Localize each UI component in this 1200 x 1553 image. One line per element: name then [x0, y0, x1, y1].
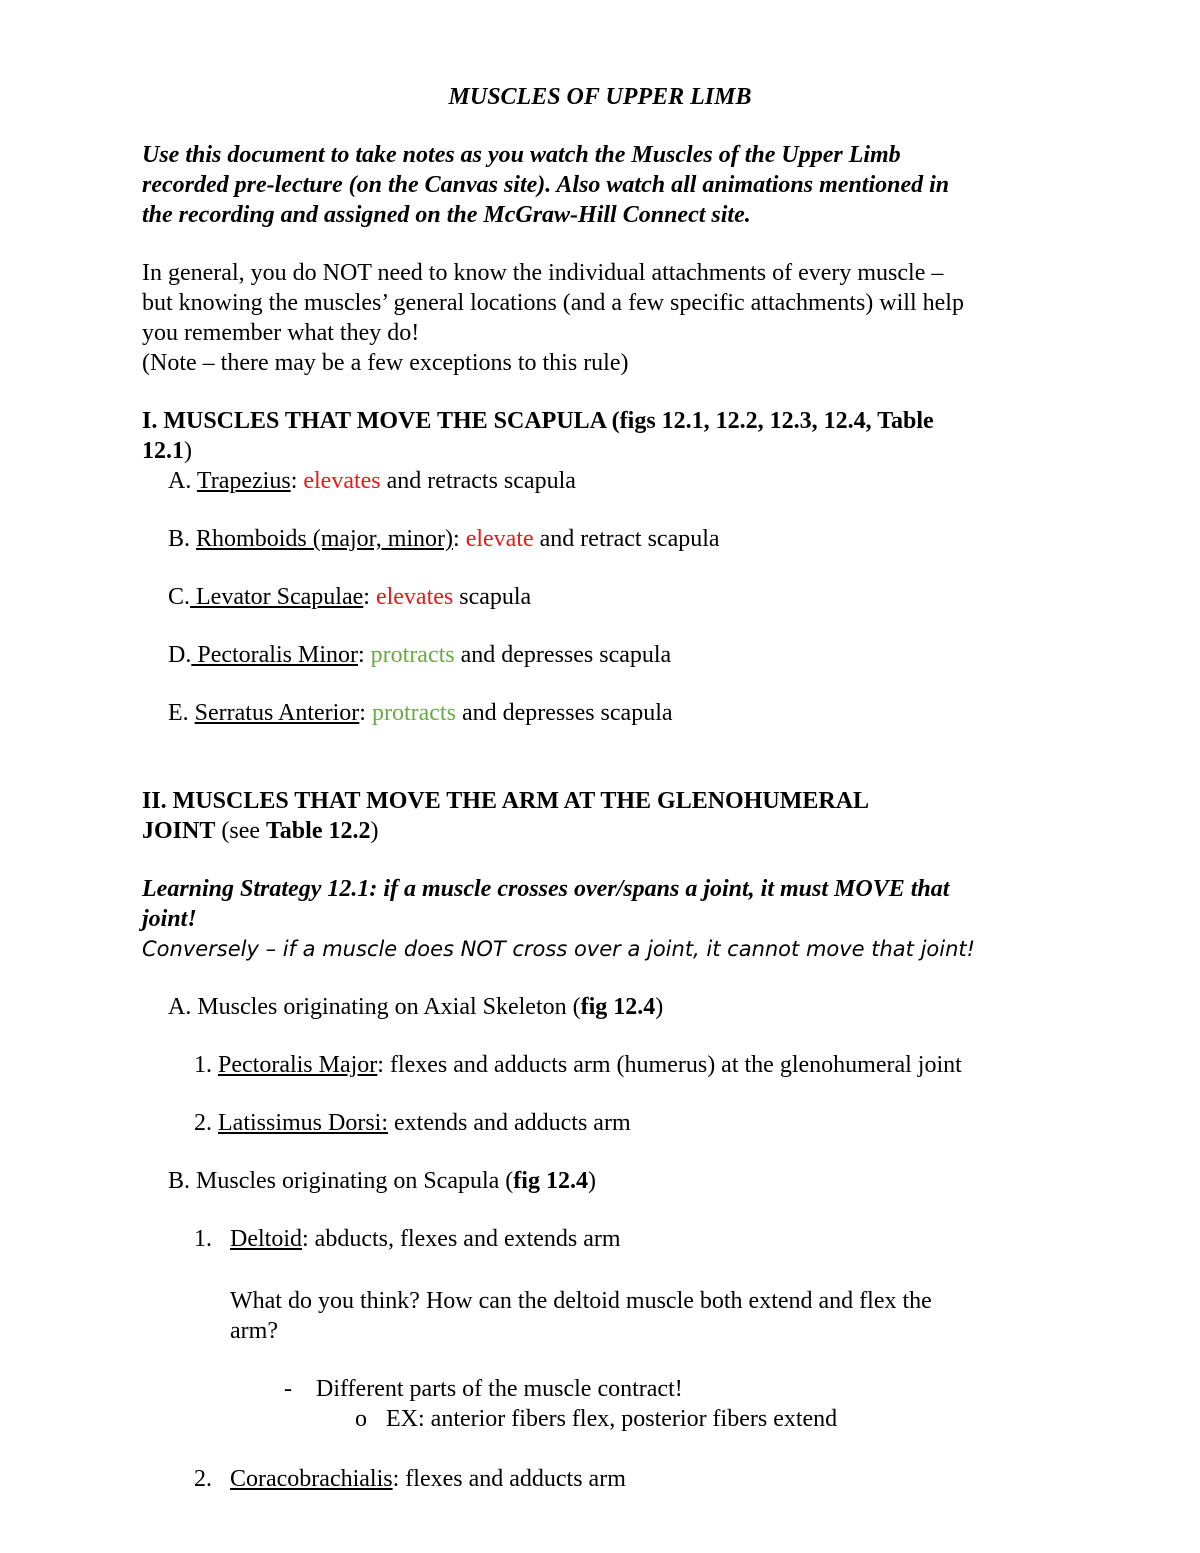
- group-a-heading: A. Muscles originating on Axial Skeleton (fig 12.4): [168, 994, 664, 1020]
- bullet-answer: Different parts of the muscle contract!: [316, 1376, 683, 1402]
- learning-strategy-cont: joint!: [142, 906, 197, 932]
- intro-line-3: the recording and assigned on the McGraw-Hill Connect site.: [142, 202, 751, 228]
- group-b-heading: B. Muscles originating on Scapula (fig 12.4): [168, 1168, 596, 1194]
- scapula-item-pectoralis-minor: D. Pectoralis Minor: protracts and depresses scapula: [168, 642, 672, 668]
- section-2-heading-cont: JOINT (see Table 12.2): [142, 818, 379, 844]
- general-line-3: you remember what they do!: [142, 320, 420, 346]
- learning-strategy: Learning Strategy 12.1: if a muscle crosses over/spans a joint, it must MOVE that: [142, 876, 950, 902]
- scapula-item-rhomboids: B. Rhomboids (major, minor): elevate and retract scapula: [168, 526, 720, 552]
- sub-bullet-marker: o: [355, 1406, 367, 1432]
- conversely-note: Conversely – if a muscle does NOT cross over a joint, it cannot move that joint!: [142, 937, 976, 961]
- deltoid-question: What do you think? How can the deltoid muscle both extend and flex the: [230, 1288, 932, 1314]
- intro-line-1: Use this document to take notes as you watch the Muscles of the Upper Limb: [142, 142, 901, 168]
- general-note: (Note – there may be a few exceptions to this rule): [142, 350, 629, 376]
- arm-item-coracobrachialis: Coracobrachialis: flexes and adducts arm: [230, 1466, 626, 1492]
- sub-bullet-example: EX: anterior fibers flex, posterior fibers extend: [386, 1406, 838, 1432]
- section-1-heading: I. MUSCLES THAT MOVE THE SCAPULA (figs 12.1, 12.2, 12.3, 12.4, Table: [142, 408, 934, 434]
- arm-item-pectoralis-major: 1. Pectoralis Major: flexes and adducts arm (humerus) at the glenohumeral joint: [194, 1052, 962, 1078]
- scapula-item-levator-scapulae: C. Levator Scapulae: elevates scapula: [168, 584, 532, 610]
- arm-item-latissimus-dorsi: 2. Latissimus Dorsi: extends and adducts arm: [194, 1110, 631, 1136]
- arm-item-coracobrachialis-number: 2.: [194, 1466, 212, 1492]
- scapula-item-trapezius: A. Trapezius: elevates and retracts scapula: [168, 468, 576, 494]
- general-line-2: but knowing the muscles’ general locations (and a few specific attachments) will help: [142, 290, 964, 316]
- arm-item-deltoid-number: 1.: [194, 1226, 212, 1252]
- bullet-dash: -: [284, 1376, 292, 1402]
- scapula-item-serratus-anterior: E. Serratus Anterior: protracts and depresses scapula: [168, 700, 673, 726]
- general-line-1: In general, you do NOT need to know the individual attachments of every muscle –: [142, 260, 944, 286]
- deltoid-question-cont: arm?: [230, 1318, 278, 1344]
- arm-item-deltoid: Deltoid: abducts, flexes and extends arm: [230, 1226, 621, 1252]
- page-title: MUSCLES OF UPPER LIMB: [448, 84, 752, 110]
- intro-line-2: recorded pre-lecture (on the Canvas site). Also watch all animations mentioned in: [142, 172, 950, 198]
- section-2-heading: II. MUSCLES THAT MOVE THE ARM AT THE GLENOHUMERAL: [142, 788, 870, 814]
- section-1-heading-cont: 12.1): [142, 438, 192, 464]
